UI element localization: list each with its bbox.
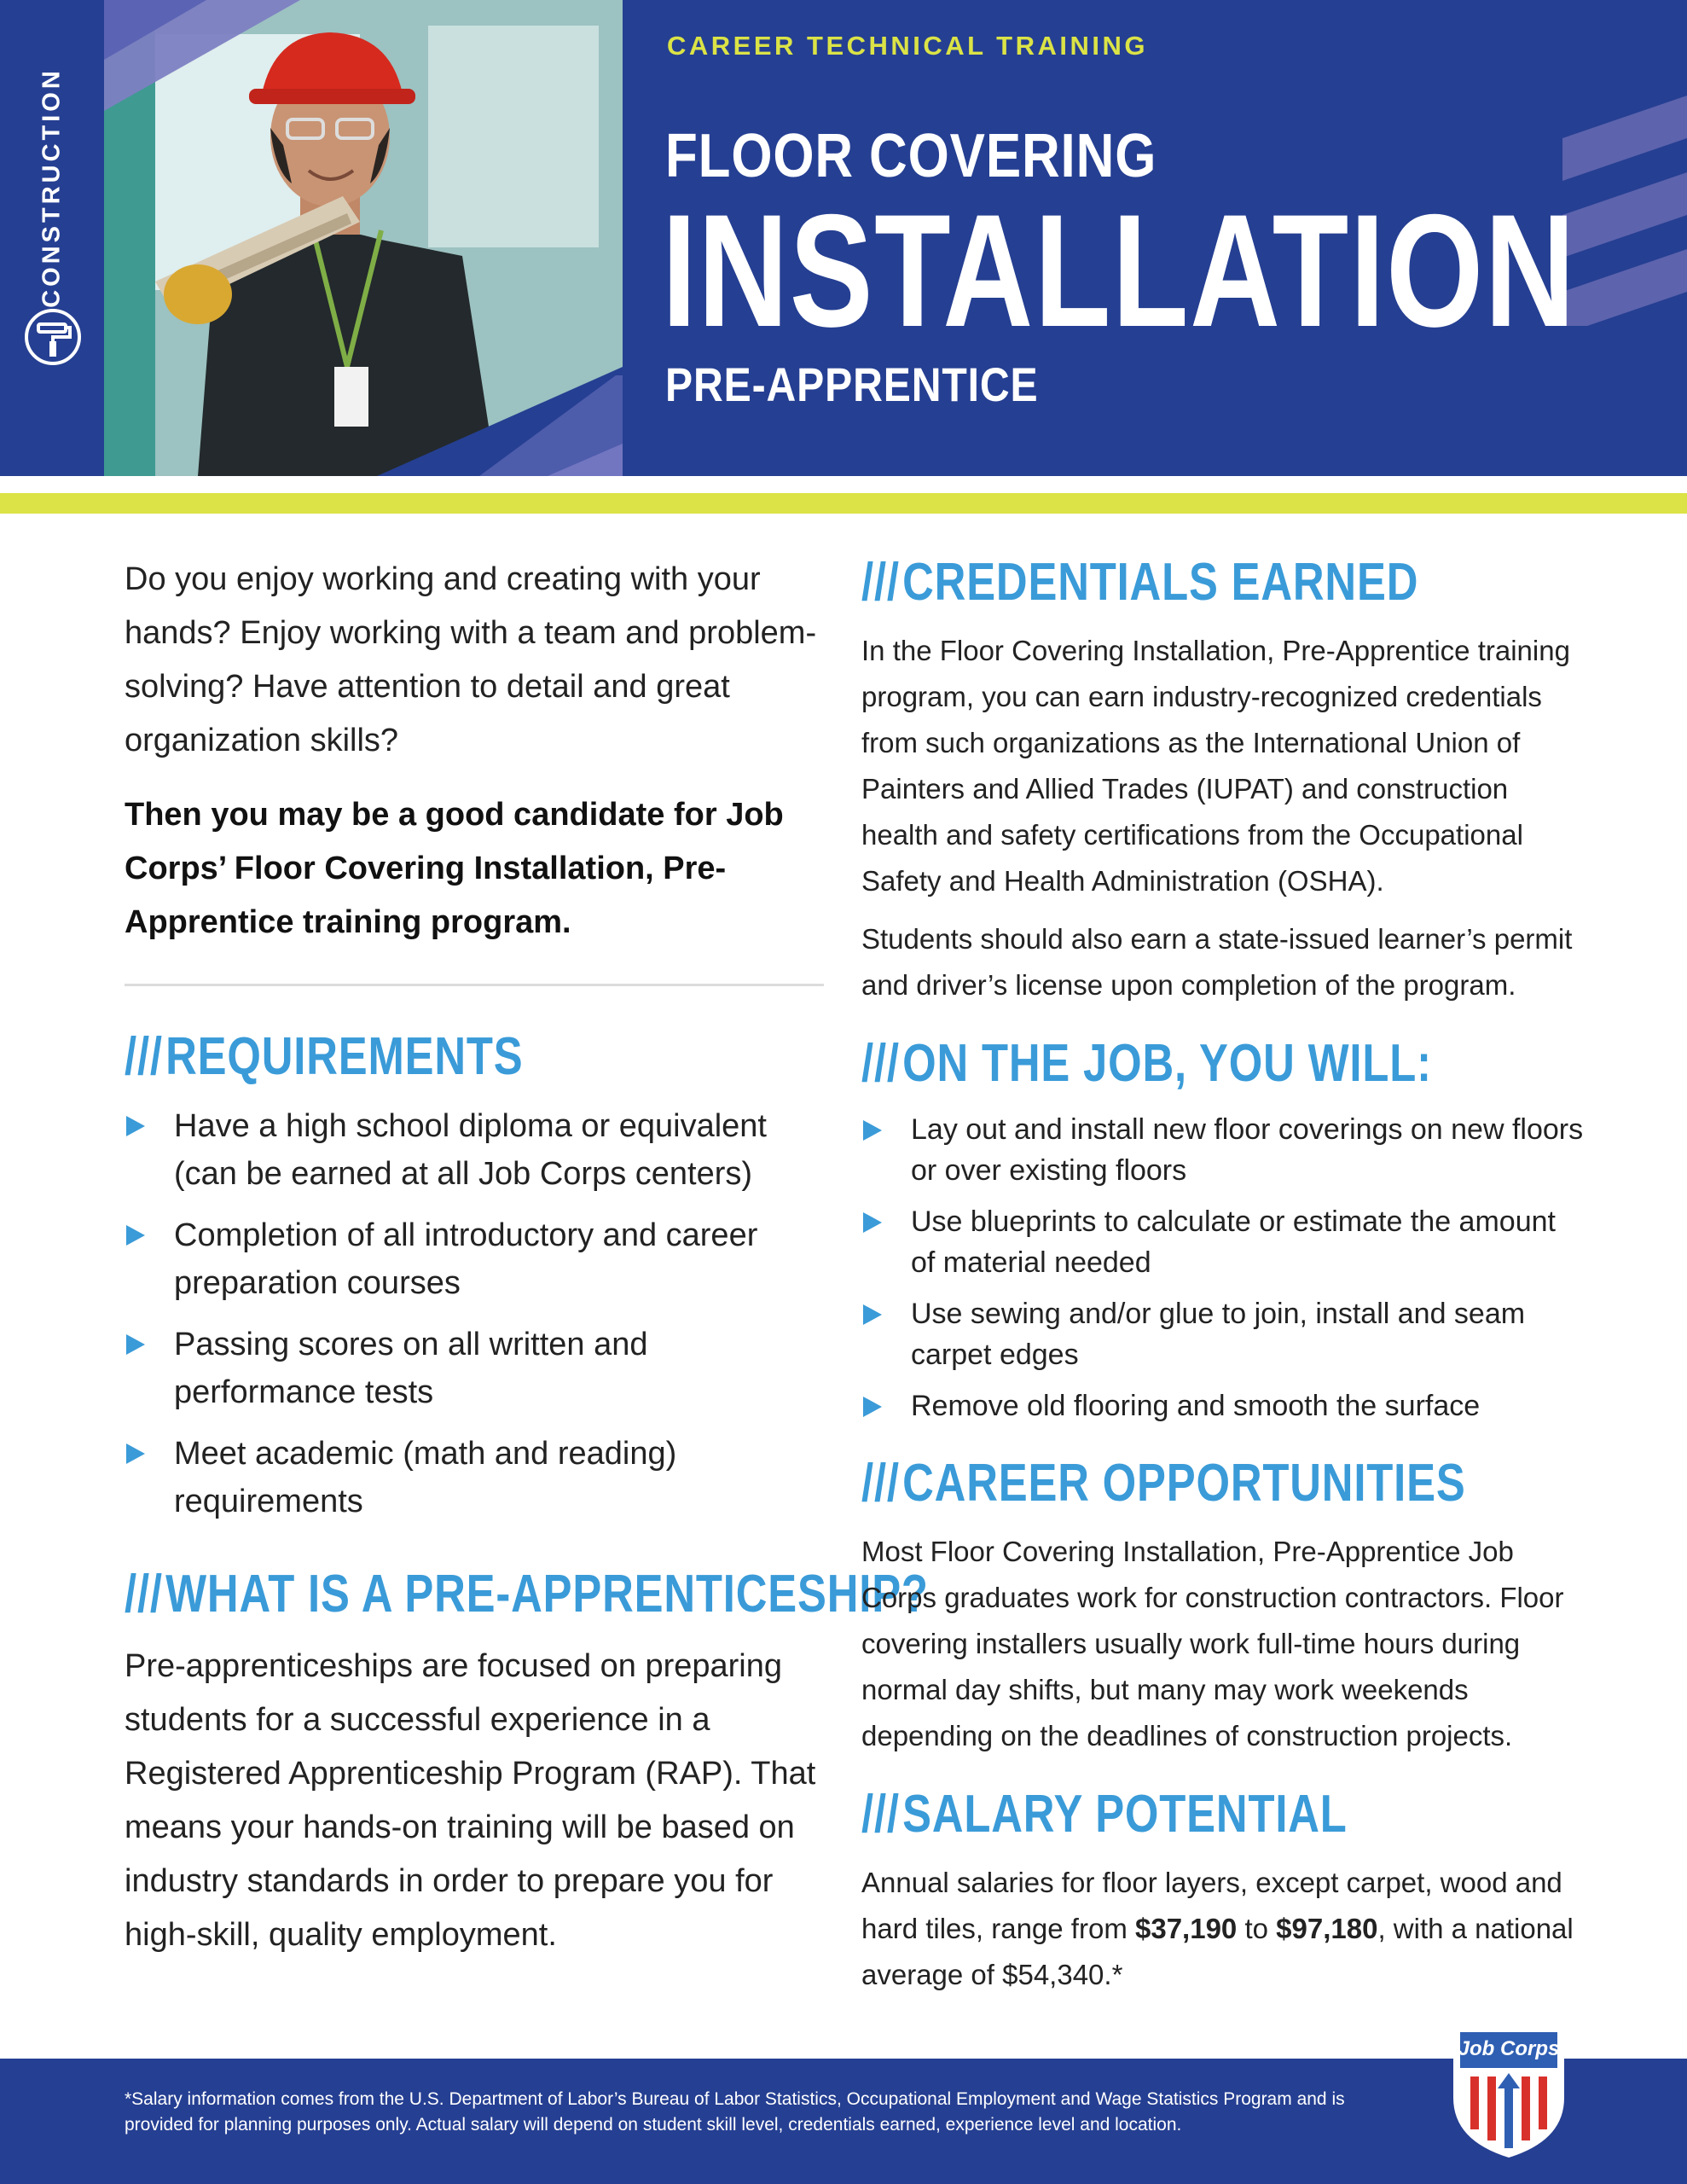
requirements-list [125, 1102, 824, 1525]
list-item [861, 1201, 1586, 1283]
list-item-text: Use blueprints to calculate or estimate the amount of material needed [911, 1205, 1556, 1279]
slashes-icon: /// [125, 1565, 163, 1623]
title-subtitle: PRE-APPRENTICE [665, 357, 1039, 411]
pre-apprenticeship-title: WHAT IS A PRE-APPRENTICESHIP? [165, 1565, 929, 1623]
eyebrow-label: CAREER TECHNICAL TRAINING [667, 31, 1148, 61]
logo-text: Job Corps [1458, 2037, 1560, 2060]
student-photo [104, 0, 623, 476]
pre-apprenticeship-heading [125, 1565, 929, 1624]
salary-low: $37,190 [1134, 1913, 1238, 1944]
credentials-heading [861, 553, 1456, 613]
intro-question: Do you enjoy working and creating with your hands? Enjoy working with a team and problem-solving? Have attention to detail and great organization skills? [125, 561, 817, 758]
right-column [861, 553, 1586, 2010]
slashes-icon: /// [861, 1034, 900, 1093]
intro-statement: Then you may be a good candidate for Job Corps’ Floor Covering Installation, Pre-Apprentice training program. [125, 797, 784, 940]
list-item-text: Lay out and install new floor coverings on new floors or over existing floors [911, 1113, 1584, 1187]
credentials-license-text: Students should also earn a state-issued learner’s permit and driver’s license upon completion of the program. [861, 923, 1573, 1001]
slashes-icon: /// [125, 1027, 163, 1086]
left-column [125, 553, 929, 1962]
list-item-text: Use sewing and/or glue to join, install and seam carpet edges [911, 1298, 1526, 1371]
list-item [861, 1109, 1586, 1191]
side-strip [0, 0, 104, 476]
triangle-bullet-icon [126, 1443, 145, 1464]
list-item [125, 1211, 824, 1307]
category-label: CONSTRUCTION [38, 67, 66, 308]
salary-high: $97,180 [1276, 1913, 1378, 1944]
accent-line [0, 493, 1687, 514]
triangle-bullet-icon [863, 1212, 882, 1233]
career-title: CAREER OPPORTUNITIES [902, 1454, 1466, 1513]
on-the-job-list [861, 1109, 1586, 1426]
triangle-bullet-icon [126, 1225, 145, 1246]
career-text: Most Floor Covering Installation, Pre-Apprentice Job Corps graduates work for construction contractors. Floor covering installers usually work full-time hours during normal day shifts, but many may work weekends depending on the deadlines of construction projects. [861, 1536, 1564, 1751]
triangle-bullet-icon [863, 1120, 882, 1141]
credentials-title: CREDENTIALS EARNED [902, 553, 1419, 612]
slashes-icon: /// [861, 1454, 900, 1513]
slashes-icon: /// [861, 1785, 900, 1844]
salary-text-a: Annual salaries for floor layers, except carpet, wood and hard tiles, range from [861, 1867, 1562, 1944]
salary-heading [861, 1785, 1456, 1844]
page-title: INSTALLATION [662, 181, 1577, 360]
triangle-bullet-icon [863, 1397, 882, 1417]
decorative-stripes [1562, 96, 1687, 326]
credentials-text: In the Floor Covering Installation, Pre-Apprentice training program, you can earn industry-recognized credentials from such organizations as the International Union of Painters and Allied Trades (IUPAT) and construction health and safety certifications from the Occupational Safety and Health Administration (OSHA). [861, 635, 1570, 897]
list-item [125, 1102, 824, 1198]
list-item-text: Meet academic (math and reading) requirements [174, 1436, 677, 1519]
salary-footnote: *Salary information comes from the U.S. Department of Labor’s Bureau of Labor Statistics, Occupational Employment and Wage Statistics Program and is provided for planning purposes only. Actual salary will depend on student skill level, credentials earned, experience level and location. [125, 2089, 1345, 2135]
salary-text-b: to [1237, 1913, 1277, 1944]
salary-text-c: , with a national average of $54,340.* [861, 1913, 1574, 1990]
list-item-text: Have a high school diploma or equivalent (can be earned at all Job Corps centers) [174, 1108, 767, 1192]
list-item [125, 1321, 824, 1416]
triangle-bullet-icon [126, 1334, 145, 1355]
list-item [861, 1293, 1586, 1375]
triangle-bullet-icon [126, 1116, 145, 1136]
title-line-1: FLOOR COVERING [665, 122, 1157, 190]
list-item-text: Passing scores on all written and performance tests [174, 1327, 648, 1410]
list-item-text: Completion of all introductory and career preparation courses [174, 1217, 758, 1301]
slashes-icon: /// [861, 553, 900, 612]
on-the-job-heading [861, 1034, 1456, 1094]
job-corps-logo [1445, 2017, 1573, 2162]
on-the-job-title: ON THE JOB, YOU WILL: [902, 1034, 1432, 1093]
salary-title: SALARY POTENTIAL [902, 1785, 1348, 1844]
requirements-heading [125, 1027, 698, 1087]
list-item [861, 1385, 1586, 1426]
header-banner [0, 0, 1687, 476]
list-item-text: Remove old flooring and smooth the surface [911, 1390, 1481, 1422]
salary-text [861, 1860, 1586, 1998]
divider [125, 984, 824, 986]
paint-roller-icon [23, 307, 83, 367]
requirements-title: REQUIREMENTS [165, 1027, 524, 1086]
pre-apprenticeship-text: Pre-apprenticeships are focused on preparing students for a successful experience in a Registered Apprenticeship Program (RAP). That means your hands-on training will be based on industry standards in order to prepare you for high-skill, quality employment. [125, 1648, 816, 1953]
triangle-bullet-icon [863, 1304, 882, 1325]
list-item [125, 1430, 824, 1525]
career-heading [861, 1454, 1466, 1513]
